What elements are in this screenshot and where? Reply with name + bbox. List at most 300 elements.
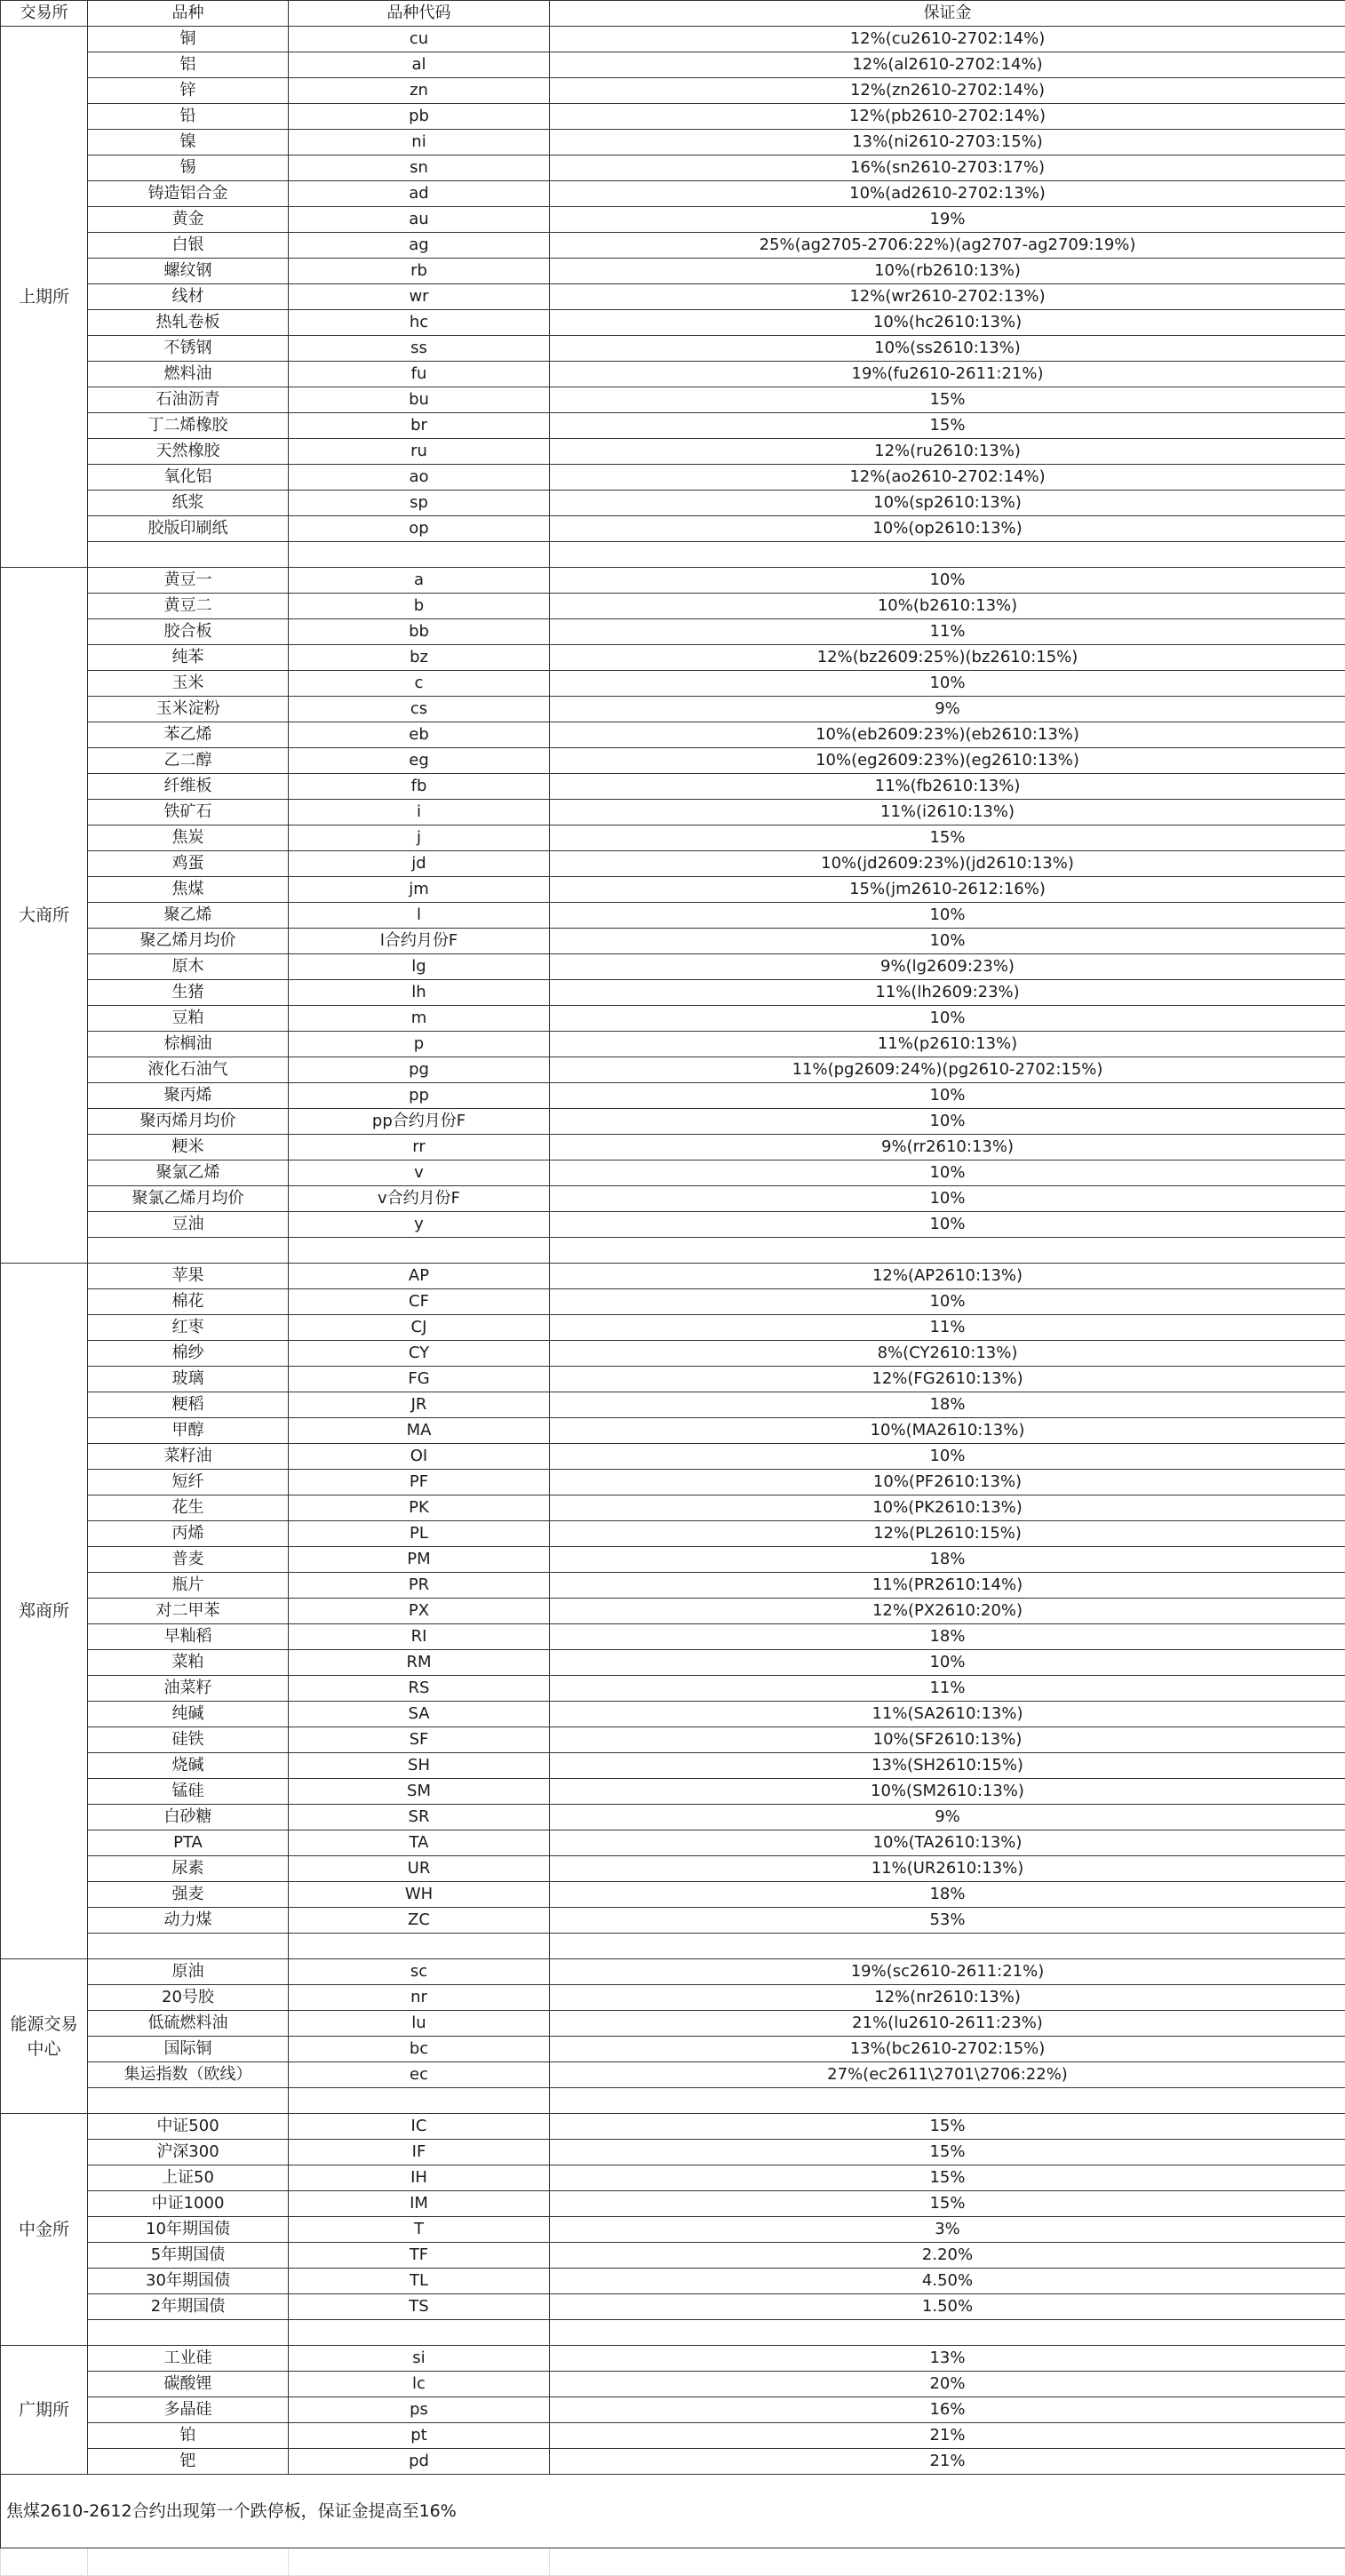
- code-cell[interactable]: ec: [289, 2062, 550, 2088]
- code-cell[interactable]: pb: [289, 104, 550, 130]
- product-cell[interactable]: 低硫燃料油: [88, 2011, 289, 2037]
- product-cell[interactable]: 花生: [88, 1495, 289, 1521]
- margin-cell[interactable]: 3%: [550, 2217, 1345, 2243]
- product-cell[interactable]: 铜: [88, 27, 289, 52]
- margin-cell[interactable]: 15%: [550, 2191, 1345, 2217]
- margin-cell[interactable]: 10%(op2610:13%): [550, 516, 1345, 542]
- product-cell[interactable]: 胶合板: [88, 619, 289, 645]
- product-cell[interactable]: 镍: [88, 130, 289, 156]
- product-cell[interactable]: 原木: [88, 954, 289, 980]
- code-cell[interactable]: y: [289, 1212, 550, 1238]
- code-cell[interactable]: CF: [289, 1289, 550, 1315]
- margin-cell[interactable]: 11%(p2610:13%): [550, 1032, 1345, 1057]
- code-cell[interactable]: SR: [289, 1805, 550, 1830]
- margin-cell[interactable]: 10%: [550, 568, 1345, 594]
- code-cell[interactable]: PM: [289, 1547, 550, 1573]
- margin-cell[interactable]: 12%(ao2610-2702:14%): [550, 465, 1345, 490]
- code-cell[interactable]: T: [289, 2217, 550, 2243]
- margin-cell[interactable]: 13%(ni2610-2703:15%): [550, 130, 1345, 156]
- product-cell[interactable]: 玉米淀粉: [88, 697, 289, 722]
- product-cell[interactable]: 氧化铝: [88, 465, 289, 490]
- exchange-cell[interactable]: 能源交易中心: [1, 1959, 88, 2114]
- product-cell[interactable]: 对二甲苯: [88, 1599, 289, 1624]
- exchange-cell[interactable]: 中金所: [1, 2114, 88, 2346]
- product-cell[interactable]: 早籼稻: [88, 1624, 289, 1650]
- product-cell[interactable]: 生猪: [88, 980, 289, 1006]
- product-cell[interactable]: 丁二烯橡胶: [88, 413, 289, 439]
- product-cell[interactable]: 聚氯乙烯: [88, 1160, 289, 1186]
- product-cell[interactable]: 燃料油: [88, 362, 289, 387]
- margin-cell[interactable]: 18%: [550, 1624, 1345, 1650]
- code-cell[interactable]: TL: [289, 2269, 550, 2294]
- product-cell[interactable]: PTA: [88, 1830, 289, 1856]
- product-cell[interactable]: 苹果: [88, 1264, 289, 1289]
- product-cell[interactable]: 工业硅: [88, 2346, 289, 2372]
- margin-cell[interactable]: 12%(AP2610:13%): [550, 1264, 1345, 1289]
- code-cell[interactable]: fu: [289, 362, 550, 387]
- product-cell[interactable]: 国际铜: [88, 2037, 289, 2062]
- margin-cell[interactable]: 11%: [550, 619, 1345, 645]
- margin-cell[interactable]: 12%(wr2610-2702:13%): [550, 284, 1345, 310]
- code-cell[interactable]: fb: [289, 774, 550, 800]
- product-cell[interactable]: 钯: [88, 2449, 289, 2475]
- margin-cell[interactable]: 2.20%: [550, 2243, 1345, 2269]
- margin-cell[interactable]: 21%: [550, 2423, 1345, 2449]
- margin-cell[interactable]: 10%(b2610:13%): [550, 594, 1345, 619]
- code-cell[interactable]: PL: [289, 1521, 550, 1547]
- product-cell[interactable]: 硅铁: [88, 1727, 289, 1753]
- product-cell[interactable]: 锰硅: [88, 1779, 289, 1805]
- code-cell[interactable]: SM: [289, 1779, 550, 1805]
- margin-cell[interactable]: 11%: [550, 1315, 1345, 1341]
- code-cell[interactable]: TF: [289, 2243, 550, 2269]
- margin-cell[interactable]: 15%: [550, 825, 1345, 851]
- code-cell[interactable]: CY: [289, 1341, 550, 1367]
- product-cell[interactable]: 纤维板: [88, 774, 289, 800]
- code-cell[interactable]: sc: [289, 1959, 550, 1985]
- margin-cell[interactable]: 13%: [550, 2346, 1345, 2372]
- margin-cell[interactable]: 11%(PR2610:14%): [550, 1573, 1345, 1599]
- margin-cell[interactable]: 12%(PX2610:20%): [550, 1599, 1345, 1624]
- code-cell[interactable]: RS: [289, 1676, 550, 1702]
- margin-cell[interactable]: 10%(rb2610:13%): [550, 259, 1345, 284]
- margin-cell[interactable]: 12%(nr2610:13%): [550, 1985, 1345, 2011]
- empty-cell[interactable]: [88, 542, 289, 568]
- product-cell[interactable]: 中证1000: [88, 2191, 289, 2217]
- margin-cell[interactable]: 12%(PL2610:15%): [550, 1521, 1345, 1547]
- code-cell[interactable]: v合约月份F: [289, 1186, 550, 1212]
- margin-cell[interactable]: 10%(eg2609:23%)(eg2610:13%): [550, 748, 1345, 774]
- product-cell[interactable]: 菜籽油: [88, 1444, 289, 1470]
- margin-cell[interactable]: 10%(jd2609:23%)(jd2610:13%): [550, 851, 1345, 877]
- product-cell[interactable]: 动力煤: [88, 1908, 289, 1934]
- empty-cell[interactable]: [88, 2548, 289, 2576]
- product-cell[interactable]: 尿素: [88, 1856, 289, 1882]
- empty-cell[interactable]: [289, 2320, 550, 2346]
- product-cell[interactable]: 甲醇: [88, 1418, 289, 1444]
- margin-cell[interactable]: 10%(TA2610:13%): [550, 1830, 1345, 1856]
- product-cell[interactable]: 30年期国债: [88, 2269, 289, 2294]
- product-cell[interactable]: 玉米: [88, 671, 289, 697]
- product-cell[interactable]: 铝: [88, 52, 289, 78]
- margin-cell[interactable]: 20%: [550, 2372, 1345, 2397]
- margin-cell[interactable]: 9%: [550, 697, 1345, 722]
- margin-cell[interactable]: 10%(eb2609:23%)(eb2610:13%): [550, 722, 1345, 748]
- product-cell[interactable]: 聚丙烯月均价: [88, 1109, 289, 1135]
- product-cell[interactable]: 铅: [88, 104, 289, 130]
- code-cell[interactable]: lc: [289, 2372, 550, 2397]
- margin-cell[interactable]: 19%(fu2610-2611:21%): [550, 362, 1345, 387]
- code-cell[interactable]: ZC: [289, 1908, 550, 1934]
- code-cell[interactable]: TS: [289, 2294, 550, 2320]
- product-cell[interactable]: 集运指数（欧线）: [88, 2062, 289, 2088]
- product-cell[interactable]: 油菜籽: [88, 1676, 289, 1702]
- margin-cell[interactable]: 10%: [550, 929, 1345, 954]
- product-cell[interactable]: 焦煤: [88, 877, 289, 903]
- margin-cell[interactable]: 9%(lg2609:23%): [550, 954, 1345, 980]
- code-cell[interactable]: SF: [289, 1727, 550, 1753]
- product-cell[interactable]: 粳稻: [88, 1392, 289, 1418]
- margin-cell[interactable]: 11%(i2610:13%): [550, 800, 1345, 825]
- margin-cell[interactable]: 10%: [550, 1109, 1345, 1135]
- code-cell[interactable]: RI: [289, 1624, 550, 1650]
- margin-cell[interactable]: 25%(ag2705-2706:22%)(ag2707-ag2709:19%): [550, 233, 1345, 259]
- code-cell[interactable]: OI: [289, 1444, 550, 1470]
- margin-cell[interactable]: 10%: [550, 1083, 1345, 1109]
- code-cell[interactable]: TA: [289, 1830, 550, 1856]
- code-cell[interactable]: ag: [289, 233, 550, 259]
- margin-cell[interactable]: 13%(SH2610:15%): [550, 1753, 1345, 1779]
- margin-cell[interactable]: 9%(rr2610:13%): [550, 1135, 1345, 1160]
- product-cell[interactable]: 纯苯: [88, 645, 289, 671]
- code-cell[interactable]: au: [289, 207, 550, 233]
- margin-cell[interactable]: 15%: [550, 413, 1345, 439]
- code-cell[interactable]: IF: [289, 2140, 550, 2165]
- product-cell[interactable]: 石油沥青: [88, 387, 289, 413]
- empty-cell[interactable]: [550, 2088, 1345, 2114]
- margin-cell[interactable]: 12%(FG2610:13%): [550, 1367, 1345, 1392]
- product-cell[interactable]: 棉纱: [88, 1341, 289, 1367]
- product-cell[interactable]: 豆油: [88, 1212, 289, 1238]
- empty-cell[interactable]: [88, 1934, 289, 1959]
- margin-cell[interactable]: 10%(SM2610:13%): [550, 1779, 1345, 1805]
- code-cell[interactable]: cu: [289, 27, 550, 52]
- product-cell[interactable]: 铸造铝合金: [88, 181, 289, 207]
- empty-cell[interactable]: [289, 542, 550, 568]
- code-cell[interactable]: ss: [289, 336, 550, 362]
- product-cell[interactable]: 豆粕: [88, 1006, 289, 1032]
- margin-cell[interactable]: 4.50%: [550, 2269, 1345, 2294]
- code-cell[interactable]: bz: [289, 645, 550, 671]
- product-cell[interactable]: 白砂糖: [88, 1805, 289, 1830]
- code-cell[interactable]: si: [289, 2346, 550, 2372]
- code-cell[interactable]: RM: [289, 1650, 550, 1676]
- margin-cell[interactable]: 21%: [550, 2449, 1345, 2475]
- code-cell[interactable]: l合约月份F: [289, 929, 550, 954]
- product-cell[interactable]: 瓶片: [88, 1573, 289, 1599]
- product-cell[interactable]: 多晶硅: [88, 2397, 289, 2423]
- product-cell[interactable]: 20号胶: [88, 1985, 289, 2011]
- product-cell[interactable]: 液化石油气: [88, 1057, 289, 1083]
- product-cell[interactable]: 鸡蛋: [88, 851, 289, 877]
- product-cell[interactable]: 胶版印刷纸: [88, 516, 289, 542]
- code-cell[interactable]: ao: [289, 465, 550, 490]
- margin-cell[interactable]: 10%(ss2610:13%): [550, 336, 1345, 362]
- code-cell[interactable]: v: [289, 1160, 550, 1186]
- margin-cell[interactable]: 12%(bz2609:25%)(bz2610:15%): [550, 645, 1345, 671]
- code-cell[interactable]: sn: [289, 156, 550, 181]
- code-cell[interactable]: p: [289, 1032, 550, 1057]
- margin-cell[interactable]: 13%(bc2610-2702:15%): [550, 2037, 1345, 2062]
- product-cell[interactable]: 上证50: [88, 2165, 289, 2191]
- margin-cell[interactable]: 10%(ad2610-2702:13%): [550, 181, 1345, 207]
- code-cell[interactable]: a: [289, 568, 550, 594]
- margin-cell[interactable]: 15%: [550, 2165, 1345, 2191]
- product-cell[interactable]: 5年期国债: [88, 2243, 289, 2269]
- product-cell[interactable]: 10年期国债: [88, 2217, 289, 2243]
- product-cell[interactable]: 黄豆一: [88, 568, 289, 594]
- product-cell[interactable]: 沪深300: [88, 2140, 289, 2165]
- margin-cell[interactable]: 16%(sn2610-2703:17%): [550, 156, 1345, 181]
- empty-cell[interactable]: [550, 2548, 1345, 2576]
- empty-cell[interactable]: [1, 2548, 88, 2576]
- header-exchange[interactable]: 交易所: [1, 1, 88, 27]
- margin-cell[interactable]: 19%: [550, 207, 1345, 233]
- margin-cell[interactable]: 16%: [550, 2397, 1345, 2423]
- product-cell[interactable]: 强麦: [88, 1882, 289, 1908]
- margin-cell[interactable]: 11%(SA2610:13%): [550, 1702, 1345, 1727]
- margin-cell[interactable]: 10%: [550, 1006, 1345, 1032]
- margin-cell[interactable]: 12%(pb2610-2702:14%): [550, 104, 1345, 130]
- code-cell[interactable]: eb: [289, 722, 550, 748]
- product-cell[interactable]: 原油: [88, 1959, 289, 1985]
- product-cell[interactable]: 丙烯: [88, 1521, 289, 1547]
- margin-cell[interactable]: 53%: [550, 1908, 1345, 1934]
- product-cell[interactable]: 黄金: [88, 207, 289, 233]
- code-cell[interactable]: eg: [289, 748, 550, 774]
- code-cell[interactable]: UR: [289, 1856, 550, 1882]
- code-cell[interactable]: c: [289, 671, 550, 697]
- code-cell[interactable]: PK: [289, 1495, 550, 1521]
- exchange-cell[interactable]: 郑商所: [1, 1264, 88, 1959]
- empty-cell[interactable]: [550, 1238, 1345, 1264]
- margin-cell[interactable]: 10%: [550, 1444, 1345, 1470]
- product-cell[interactable]: 乙二醇: [88, 748, 289, 774]
- margin-cell[interactable]: 10%(sp2610:13%): [550, 490, 1345, 516]
- margin-cell[interactable]: 10%: [550, 1160, 1345, 1186]
- code-cell[interactable]: FG: [289, 1367, 550, 1392]
- code-cell[interactable]: rb: [289, 259, 550, 284]
- margin-cell[interactable]: 11%(UR2610:13%): [550, 1856, 1345, 1882]
- margin-cell[interactable]: 11%(lh2609:23%): [550, 980, 1345, 1006]
- product-cell[interactable]: 棉花: [88, 1289, 289, 1315]
- code-cell[interactable]: lh: [289, 980, 550, 1006]
- code-cell[interactable]: PR: [289, 1573, 550, 1599]
- code-cell[interactable]: br: [289, 413, 550, 439]
- empty-cell[interactable]: [88, 1238, 289, 1264]
- margin-cell[interactable]: 18%: [550, 1882, 1345, 1908]
- margin-cell[interactable]: 15%: [550, 387, 1345, 413]
- product-cell[interactable]: 烧碱: [88, 1753, 289, 1779]
- code-cell[interactable]: ru: [289, 439, 550, 465]
- code-cell[interactable]: IC: [289, 2114, 550, 2140]
- empty-cell[interactable]: [289, 2088, 550, 2114]
- margin-cell[interactable]: 27%(ec2611\2701\2706:22%): [550, 2062, 1345, 2088]
- code-cell[interactable]: SA: [289, 1702, 550, 1727]
- code-cell[interactable]: i: [289, 800, 550, 825]
- margin-cell[interactable]: 8%(CY2610:13%): [550, 1341, 1345, 1367]
- code-cell[interactable]: MA: [289, 1418, 550, 1444]
- empty-cell[interactable]: [550, 542, 1345, 568]
- product-cell[interactable]: 红枣: [88, 1315, 289, 1341]
- margin-cell[interactable]: 10%(hc2610:13%): [550, 310, 1345, 336]
- margin-cell[interactable]: 11%: [550, 1676, 1345, 1702]
- code-cell[interactable]: j: [289, 825, 550, 851]
- exchange-cell[interactable]: 大商所: [1, 568, 88, 1264]
- empty-cell[interactable]: [550, 1934, 1345, 1959]
- exchange-cell[interactable]: 广期所: [1, 2346, 88, 2475]
- margin-cell[interactable]: 18%: [550, 1547, 1345, 1573]
- product-cell[interactable]: 碳酸锂: [88, 2372, 289, 2397]
- margin-cell[interactable]: 10%: [550, 671, 1345, 697]
- margin-cell[interactable]: 15%: [550, 2140, 1345, 2165]
- product-cell[interactable]: 天然橡胶: [88, 439, 289, 465]
- margin-cell[interactable]: 18%: [550, 1392, 1345, 1418]
- product-cell[interactable]: 2年期国债: [88, 2294, 289, 2320]
- product-cell[interactable]: 不锈钢: [88, 336, 289, 362]
- margin-cell[interactable]: 15%: [550, 2114, 1345, 2140]
- code-cell[interactable]: lu: [289, 2011, 550, 2037]
- code-cell[interactable]: m: [289, 1006, 550, 1032]
- margin-cell[interactable]: 12%(cu2610-2702:14%): [550, 27, 1345, 52]
- margin-cell[interactable]: 12%(al2610-2702:14%): [550, 52, 1345, 78]
- empty-cell[interactable]: [88, 2088, 289, 2114]
- product-cell[interactable]: 短纤: [88, 1470, 289, 1495]
- code-cell[interactable]: bc: [289, 2037, 550, 2062]
- code-cell[interactable]: al: [289, 52, 550, 78]
- product-cell[interactable]: 纯碱: [88, 1702, 289, 1727]
- margin-cell[interactable]: 10%(SF2610:13%): [550, 1727, 1345, 1753]
- product-cell[interactable]: 菜粕: [88, 1650, 289, 1676]
- code-cell[interactable]: WH: [289, 1882, 550, 1908]
- margin-cell[interactable]: 10%(PF2610:13%): [550, 1470, 1345, 1495]
- code-cell[interactable]: PX: [289, 1599, 550, 1624]
- code-cell[interactable]: l: [289, 903, 550, 929]
- header-margin[interactable]: 保证金: [550, 1, 1345, 27]
- code-cell[interactable]: SH: [289, 1753, 550, 1779]
- code-cell[interactable]: lg: [289, 954, 550, 980]
- product-cell[interactable]: 普麦: [88, 1547, 289, 1573]
- code-cell[interactable]: rr: [289, 1135, 550, 1160]
- note-cell[interactable]: 焦煤2610-2612合约出现第一个跌停板，保证金提高至16%: [1, 2475, 1345, 2548]
- product-cell[interactable]: 焦炭: [88, 825, 289, 851]
- margin-cell[interactable]: 12%(ru2610:13%): [550, 439, 1345, 465]
- empty-cell[interactable]: [289, 1238, 550, 1264]
- product-cell[interactable]: 纸浆: [88, 490, 289, 516]
- code-cell[interactable]: pt: [289, 2423, 550, 2449]
- code-cell[interactable]: wr: [289, 284, 550, 310]
- code-cell[interactable]: zn: [289, 78, 550, 104]
- code-cell[interactable]: bb: [289, 619, 550, 645]
- code-cell[interactable]: pd: [289, 2449, 550, 2475]
- product-cell[interactable]: 热轧卷板: [88, 310, 289, 336]
- code-cell[interactable]: PF: [289, 1470, 550, 1495]
- margin-cell[interactable]: 15%(jm2610-2612:16%): [550, 877, 1345, 903]
- margin-cell[interactable]: 12%(zn2610-2702:14%): [550, 78, 1345, 104]
- empty-cell[interactable]: [289, 1934, 550, 1959]
- code-cell[interactable]: jm: [289, 877, 550, 903]
- margin-cell[interactable]: 21%(lu2610-2611:23%): [550, 2011, 1345, 2037]
- code-cell[interactable]: cs: [289, 697, 550, 722]
- code-cell[interactable]: op: [289, 516, 550, 542]
- code-cell[interactable]: ad: [289, 181, 550, 207]
- product-cell[interactable]: 螺纹钢: [88, 259, 289, 284]
- code-cell[interactable]: JR: [289, 1392, 550, 1418]
- product-cell[interactable]: 锌: [88, 78, 289, 104]
- margin-cell[interactable]: 10%: [550, 1186, 1345, 1212]
- product-cell[interactable]: 铂: [88, 2423, 289, 2449]
- product-cell[interactable]: 线材: [88, 284, 289, 310]
- code-cell[interactable]: ps: [289, 2397, 550, 2423]
- product-cell[interactable]: 聚氯乙烯月均价: [88, 1186, 289, 1212]
- product-cell[interactable]: 聚丙烯: [88, 1083, 289, 1109]
- header-code[interactable]: 品种代码: [289, 1, 550, 27]
- code-cell[interactable]: sp: [289, 490, 550, 516]
- code-cell[interactable]: AP: [289, 1264, 550, 1289]
- code-cell[interactable]: pg: [289, 1057, 550, 1083]
- margin-cell[interactable]: 11%(fb2610:13%): [550, 774, 1345, 800]
- product-cell[interactable]: 锡: [88, 156, 289, 181]
- empty-cell[interactable]: [550, 2320, 1345, 2346]
- empty-cell[interactable]: [289, 2548, 550, 2576]
- product-cell[interactable]: 粳米: [88, 1135, 289, 1160]
- product-cell[interactable]: 中证500: [88, 2114, 289, 2140]
- code-cell[interactable]: b: [289, 594, 550, 619]
- product-cell[interactable]: 白银: [88, 233, 289, 259]
- margin-cell[interactable]: 10%(MA2610:13%): [550, 1418, 1345, 1444]
- code-cell[interactable]: jd: [289, 851, 550, 877]
- margin-cell[interactable]: 9%: [550, 1805, 1345, 1830]
- code-cell[interactable]: pp: [289, 1083, 550, 1109]
- margin-cell[interactable]: 10%: [550, 1650, 1345, 1676]
- margin-cell[interactable]: 10%: [550, 903, 1345, 929]
- product-cell[interactable]: 苯乙烯: [88, 722, 289, 748]
- margin-cell[interactable]: 10%: [550, 1289, 1345, 1315]
- margin-cell[interactable]: 19%(sc2610-2611:21%): [550, 1959, 1345, 1985]
- code-cell[interactable]: IM: [289, 2191, 550, 2217]
- margin-cell[interactable]: 10%(PK2610:13%): [550, 1495, 1345, 1521]
- product-cell[interactable]: 聚乙烯月均价: [88, 929, 289, 954]
- margin-cell[interactable]: 10%: [550, 1212, 1345, 1238]
- margin-cell[interactable]: 11%(pg2609:24%)(pg2610-2702:15%): [550, 1057, 1345, 1083]
- exchange-cell[interactable]: 上期所: [1, 27, 88, 568]
- margin-cell[interactable]: 1.50%: [550, 2294, 1345, 2320]
- product-cell[interactable]: 黄豆二: [88, 594, 289, 619]
- empty-cell[interactable]: [88, 2320, 289, 2346]
- code-cell[interactable]: CJ: [289, 1315, 550, 1341]
- code-cell[interactable]: nr: [289, 1985, 550, 2011]
- product-cell[interactable]: 玻璃: [88, 1367, 289, 1392]
- code-cell[interactable]: ni: [289, 130, 550, 156]
- code-cell[interactable]: hc: [289, 310, 550, 336]
- code-cell[interactable]: IH: [289, 2165, 550, 2191]
- product-cell[interactable]: 铁矿石: [88, 800, 289, 825]
- code-cell[interactable]: pp合约月份F: [289, 1109, 550, 1135]
- product-cell[interactable]: 棕榈油: [88, 1032, 289, 1057]
- header-product[interactable]: 品种: [88, 1, 289, 27]
- product-cell[interactable]: 聚乙烯: [88, 903, 289, 929]
- code-cell[interactable]: bu: [289, 387, 550, 413]
